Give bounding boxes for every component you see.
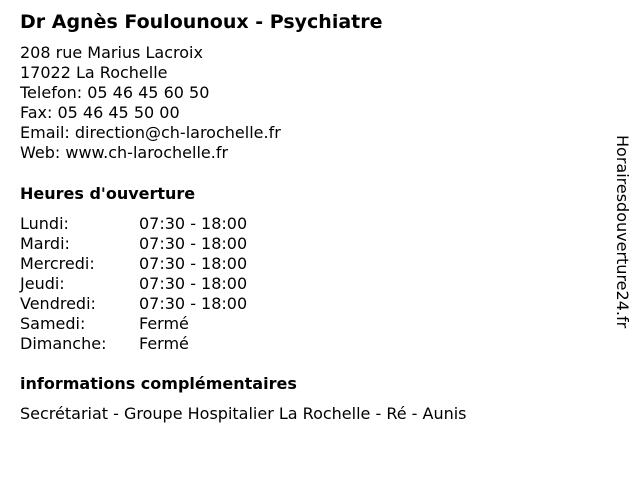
hours-value: 07:30 - 18:00 <box>139 234 248 253</box>
day-label: Mardi: <box>20 234 70 253</box>
phone-number: Telefon: 05 46 45 60 50 <box>20 83 210 102</box>
street-address: 208 rue Marius Lacroix <box>20 43 203 62</box>
day-label: Mercredi: <box>20 254 95 273</box>
day-label: Dimanche: <box>20 334 107 353</box>
additional-info-text: Secrétariat - Groupe Hospitalier La Rochelle - Ré - Aunis <box>20 404 467 423</box>
website-address: Web: www.ch-larochelle.fr <box>20 143 229 162</box>
hours-value: Fermé <box>139 314 189 333</box>
email-address: Email: direction@ch-larochelle.fr <box>20 123 281 142</box>
hours-value: 07:30 - 18:00 <box>139 214 248 233</box>
day-label: Jeudi: <box>20 274 65 293</box>
page-title: Dr Agnès Foulounoux - Psychiatre <box>20 11 383 33</box>
hours-value: 07:30 - 18:00 <box>139 294 248 313</box>
city-address: 17022 La Rochelle <box>20 63 168 82</box>
day-label: Vendredi: <box>20 294 96 313</box>
hours-value: 07:30 - 18:00 <box>139 274 248 293</box>
additional-info-heading: informations complémentaires <box>20 374 297 393</box>
contact-block <box>20 43 281 163</box>
hours-value: Fermé <box>139 334 189 353</box>
opening-hours-heading: Heures d'ouverture <box>20 184 196 203</box>
day-label: Lundi: <box>20 214 69 233</box>
hours-value: 07:30 - 18:00 <box>139 254 248 273</box>
day-label: Samedi: <box>20 314 86 333</box>
fax-number: Fax: 05 46 45 50 00 <box>20 103 180 122</box>
site-watermark: Horairesdouverture24.fr <box>613 135 632 329</box>
